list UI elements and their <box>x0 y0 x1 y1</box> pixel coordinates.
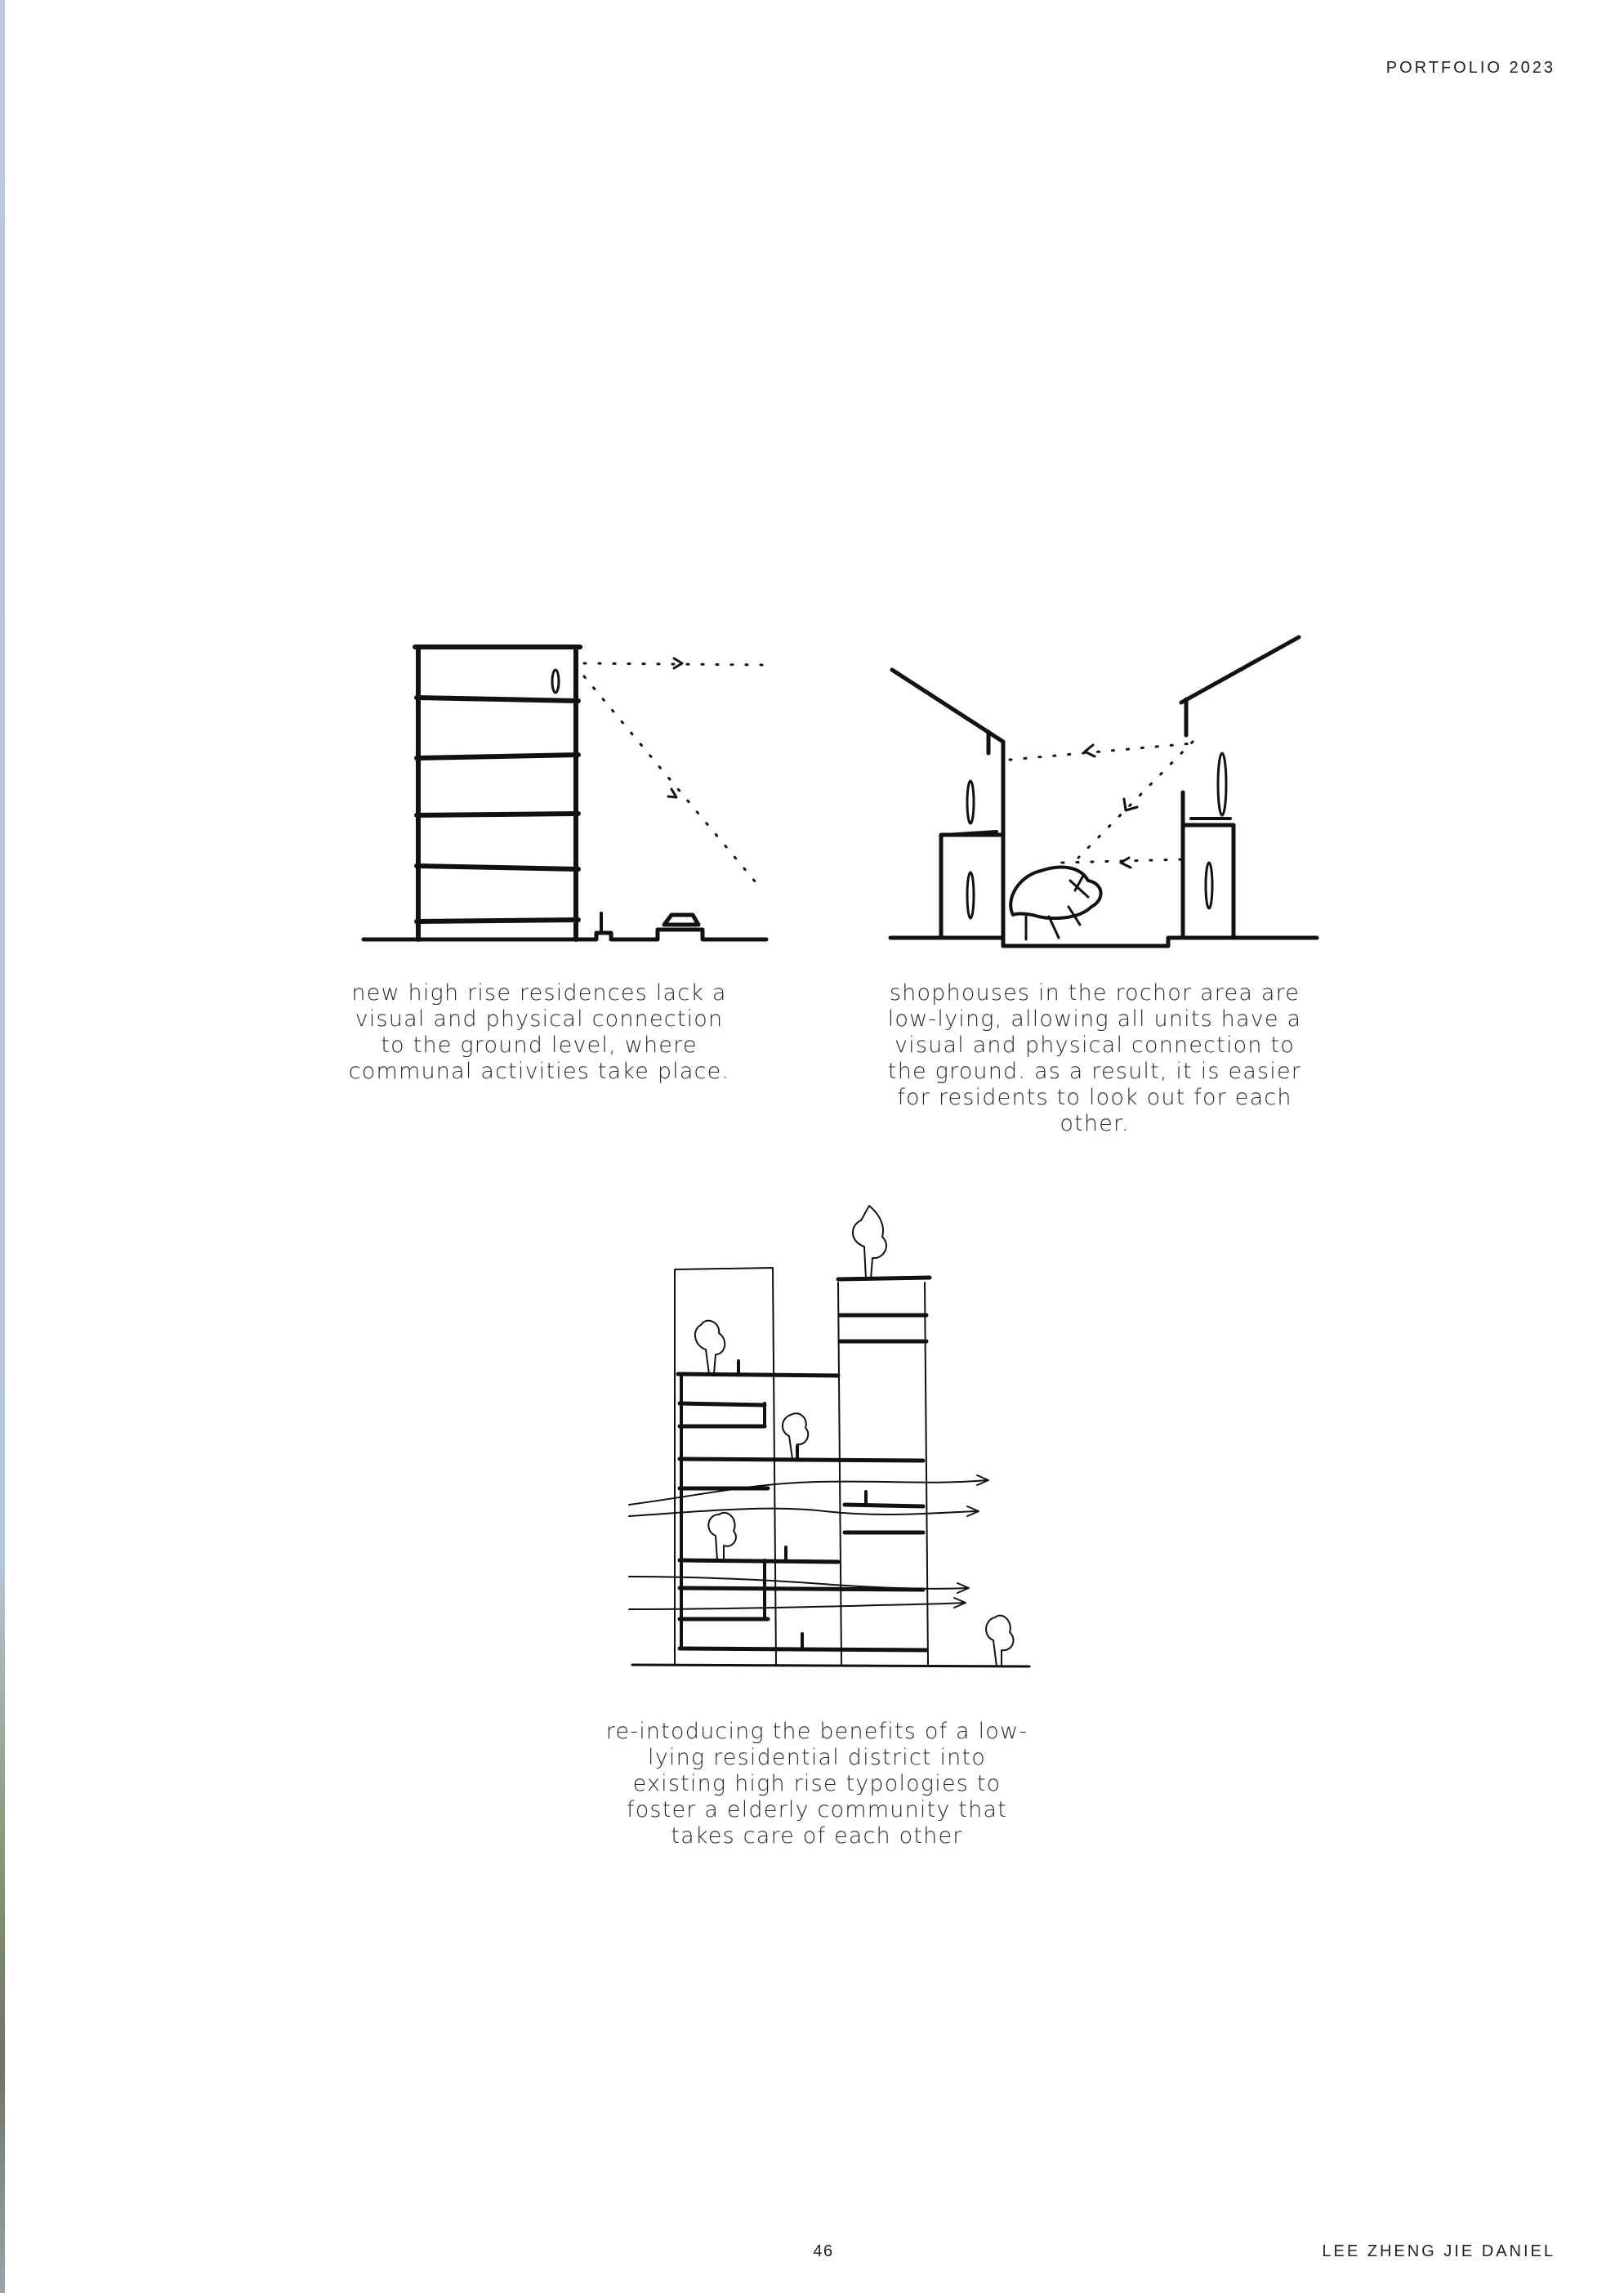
caption-line: lying residential district into <box>648 1745 986 1770</box>
shophouse-section-sketch <box>866 621 1323 956</box>
caption-line: visual and physical connection to <box>895 1033 1295 1058</box>
caption-line: foster a elderly community that <box>627 1797 1007 1822</box>
caption-line: other. <box>1060 1111 1130 1136</box>
caption-line: for residents to look out for each <box>897 1085 1292 1110</box>
high-rise-section-sketch-icon <box>351 629 776 956</box>
caption-line: re-intoducing the benefits of a low- <box>605 1719 1028 1744</box>
stacked-community-sketch-icon <box>605 1201 1062 1675</box>
caption-line: new high rise residences lack a <box>351 980 727 1006</box>
author-name: LEE ZHENG JIE DANIEL <box>1322 2242 1555 2260</box>
caption-line: low-lying, allowing all units have a <box>887 1006 1302 1032</box>
caption-line: visual and physical connection <box>355 1006 724 1032</box>
caption-line: communal activities take place. <box>348 1059 730 1084</box>
high-rise-section-sketch <box>351 629 776 956</box>
shophouse-section-sketch-icon <box>866 621 1323 956</box>
caption-high-rise <box>335 980 743 1085</box>
caption-line: shophouses in the rochor area are <box>889 980 1301 1006</box>
page-number: 46 <box>813 2242 834 2260</box>
caption-shophouses <box>882 980 1307 1137</box>
caption-line: the ground. as a result, it is easier <box>887 1059 1302 1084</box>
caption-line: to the ground level, where <box>381 1033 698 1058</box>
page-edge-strip <box>0 0 5 2293</box>
caption-stacked-community <box>572 1719 1062 1849</box>
caption-line: existing high rise typologies to <box>632 1771 1002 1796</box>
portfolio-header: PORTFOLIO 2023 <box>1385 59 1555 77</box>
caption-line: takes care of each other <box>671 1823 963 1849</box>
stacked-community-sketch <box>605 1201 1062 1675</box>
